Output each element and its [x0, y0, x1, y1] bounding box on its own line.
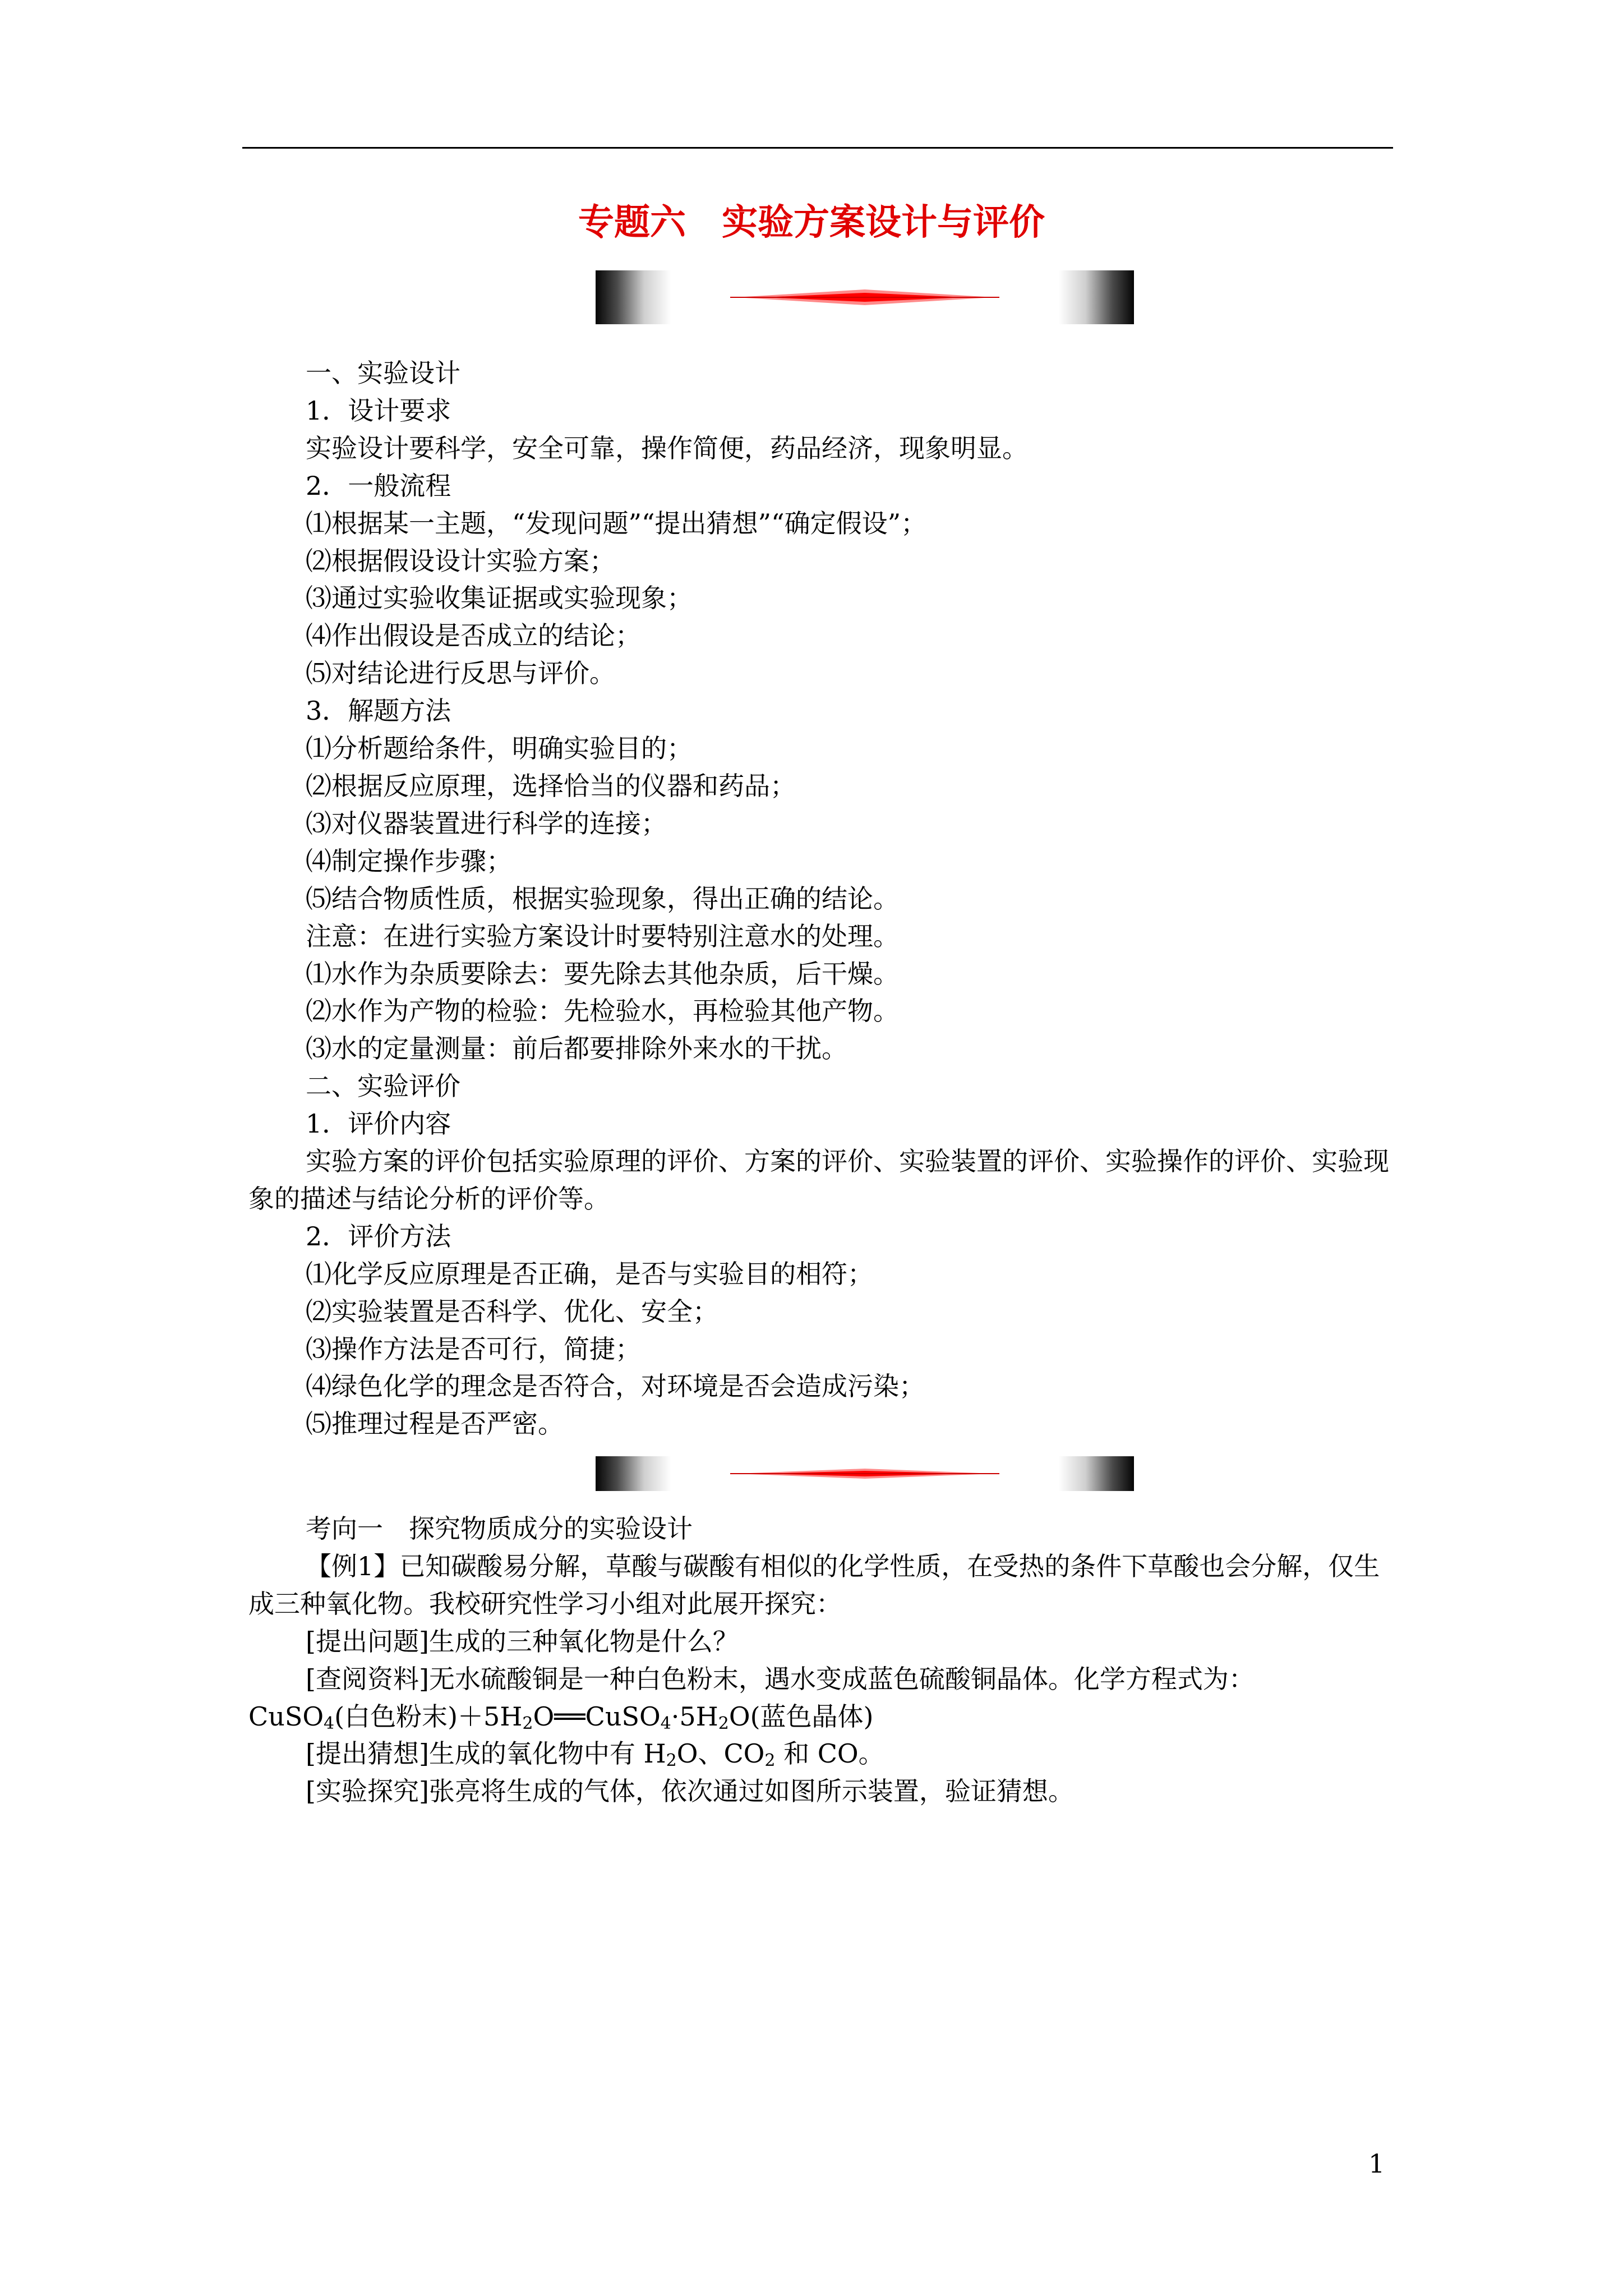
paragraph: 2．一般流程 [306, 470, 451, 501]
decorative-divider [596, 270, 1134, 324]
formula-part: O══CuSO [533, 1701, 661, 1732]
paragraph: ⑵根据反应原理，选择恰当的仪器和药品； [306, 770, 796, 801]
paragraph: ⑵实验装置是否科学、优化、安全； [306, 1296, 718, 1327]
paragraph: ⑶对仪器装置进行科学的连接； [306, 808, 667, 839]
paragraph: 实验设计要科学，安全可靠，操作简便，药品经济，现象明显。 [306, 432, 1028, 463]
paragraph: ⑸结合物质性质，根据实验现象，得出正确的结论。 [306, 883, 899, 914]
paragraph: 实验方案的评价包括实验原理的评价、方案的评价、实验装置的评价、实验操作的评价、实验现象的描述与结论分析的评价等。 [248, 1146, 1389, 1214]
example-paragraph: 【例1】已知碳酸易分解，草酸与碳酸有相似的化学性质，在受热的条件下草酸也会分解，仅生成三种氧化物。我校研究性学习小组对此展开探究： [248, 1550, 1380, 1619]
text-part: 和 CO。 [775, 1738, 884, 1769]
paragraph: 2．评价方法 [306, 1221, 451, 1251]
paragraph: 一、实验设计 [306, 358, 460, 388]
paragraph: ⑸对结论进行反思与评价。 [306, 658, 615, 689]
paragraph: ⑵水作为产物的检验：先检验水，再检验其他产物。 [306, 996, 899, 1027]
paragraph: ⑶水的定量测量：前后都要排除外来水的干扰。 [306, 1033, 847, 1064]
paragraph: 1．设计要求 [306, 395, 451, 426]
subscript: 4 [324, 1713, 335, 1733]
paragraph: ⑴水作为杂质要除去：要先除去其他杂质，后干燥。 [306, 958, 899, 989]
paragraph: ⑴分析题给条件，明确实验目的； [306, 733, 693, 764]
page-title: 专题六 实验方案设计与评价 [578, 202, 1045, 243]
paragraph: ⑸推理过程是否严密。 [306, 1409, 564, 1439]
divider-glow-icon [596, 270, 1134, 324]
paragraph: ⑷作出假设是否成立的结论； [306, 620, 641, 651]
chemical-equation [248, 1698, 1398, 1736]
formula-part: ·5H [671, 1701, 718, 1732]
decorative-divider [596, 1456, 1134, 1491]
formula-part: (白色粉末)＋5H [334, 1701, 523, 1732]
explore-paragraph: [实验探究]张亮将生成的气体，依次通过如图所示装置，验证猜想。 [306, 1776, 1074, 1807]
paragraph: ⑷绿色化学的理念是否符合，对环境是否会造成污染； [306, 1371, 925, 1402]
section-experiment-design [248, 355, 1398, 1443]
subscript: 4 [660, 1713, 671, 1733]
subscript: 2 [666, 1751, 677, 1771]
formula-part: O(蓝色晶体) [728, 1701, 874, 1732]
paragraph: ⑴化学反应原理是否正确，是否与实验目的相符； [306, 1258, 873, 1289]
section-example [248, 1510, 1398, 1810]
paragraph: ⑴根据某一主题，“发现问题”“提出猜想”“确定假设”； [306, 508, 927, 539]
subscript: 2 [718, 1713, 729, 1733]
paragraph: 1．评价内容 [306, 1108, 451, 1139]
guess-paragraph [248, 1735, 1398, 1773]
paragraph: ⑵根据假设设计实验方案； [306, 545, 615, 576]
page-number: 1 [1368, 2148, 1385, 2179]
question-paragraph: [提出问题]生成的三种氧化物是什么？ [306, 1626, 739, 1657]
formula-part: CuSO [248, 1701, 324, 1732]
paragraph: ⑶通过实验收集证据或实验现象； [306, 583, 693, 614]
text-part: [提出猜想]生成的氧化物中有 H [306, 1738, 666, 1769]
lookup-paragraph: [查阅资料]无水硫酸铜是一种白色粉末，遇水变成蓝色硫酸铜晶体。化学方程式为： [306, 1663, 1255, 1694]
subscript: 2 [764, 1751, 776, 1771]
paragraph: ⑶操作方法是否可行，简捷； [306, 1333, 641, 1364]
header-rule [242, 147, 1393, 149]
paragraph: ⑷制定操作步骤； [306, 845, 512, 876]
paragraph: 注意：在进行实验方案设计时要特别注意水的处理。 [306, 921, 899, 951]
section-heading: 考向一 探究物质成分的实验设计 [306, 1513, 693, 1544]
paragraph: 二、实验评价 [306, 1071, 460, 1102]
paragraph: 3．解题方法 [306, 696, 451, 726]
text-part: O、CO [676, 1738, 765, 1769]
subscript: 2 [522, 1713, 533, 1733]
divider-glow-icon [596, 1456, 1134, 1491]
